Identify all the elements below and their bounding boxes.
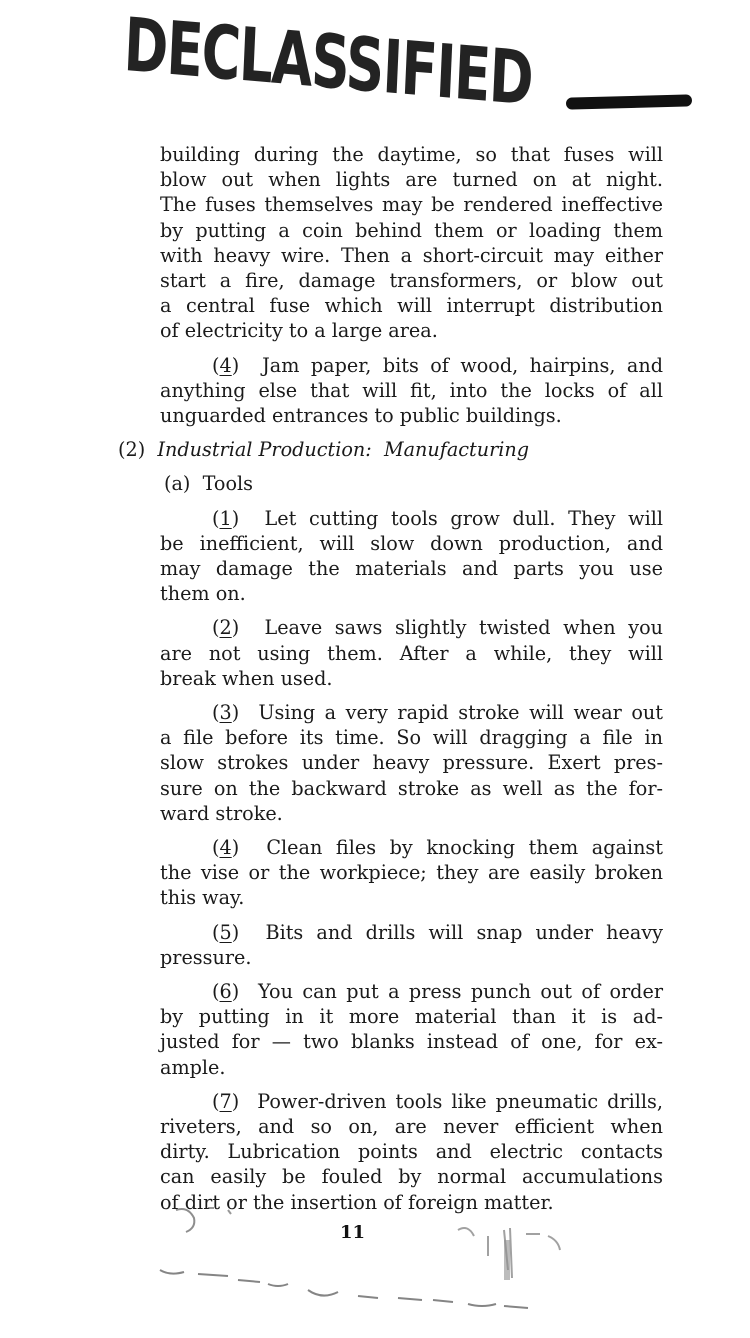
tool-item-2-line [212, 615, 663, 640]
item-text: Clean files by knocking them against [266, 836, 663, 859]
intro-line: blow out when lights are turned on at night. [160, 168, 663, 192]
item-number: (5) [212, 920, 266, 944]
section-number: (2) [118, 438, 146, 462]
intro-line: with heavy wire. Then a short-circuit may either [160, 243, 663, 267]
item-number: (4) [212, 836, 267, 859]
subsection-label: (a) [164, 472, 191, 496]
tool-item-4-line: the vise or the workpiece; they are easily broken [160, 861, 663, 885]
item-4-line [212, 353, 663, 378]
item-text: Let cutting tools grow dull. They will [264, 506, 663, 530]
tool-item-5-line [212, 920, 663, 945]
item-number: (2) [212, 616, 265, 640]
tool-item-7-line: can easily be fouled by normal accumulations [160, 1165, 663, 1189]
page-number: 11 [340, 1222, 366, 1243]
item-number: (7) [212, 1089, 258, 1113]
item-text: Using a very rapid stroke will wear out [258, 701, 664, 724]
intro-line: start a fire, damage transformers, or blow out [160, 269, 663, 292]
item-text: Jam paper, bits of wood, hairpins, and [262, 353, 664, 377]
tool-item-3-line: slow strokes under heavy pressure. Exert pres- [160, 751, 663, 775]
item-4-line: anything else that will fit, into the locks of all [160, 378, 663, 402]
item-number-digit: 5 [219, 920, 232, 944]
tool-item-6-line: ample. [160, 1055, 226, 1079]
subsection-heading [164, 471, 253, 496]
item-number-digit: 3 [219, 701, 232, 724]
item-number: (4) [212, 353, 263, 377]
tool-item-1-line: be inefficient, will slow down production, and [160, 531, 663, 555]
tool-item-5-line: pressure. [160, 945, 252, 969]
tool-item-7-line: dirty. Lubrication points and electric contacts [160, 1140, 663, 1164]
tool-item-3-line [212, 700, 663, 725]
tool-item-6-line: justed for — two blanks instead of one, for ex- [160, 1030, 663, 1054]
item-text: You can put a press punch out of order [258, 980, 663, 1003]
item-number: (3) [212, 701, 259, 724]
intro-line: a central fuse which will interrupt distribution [160, 294, 663, 318]
tool-item-2-line: are not using them. After a while, they will [160, 641, 663, 665]
item-text: Bits and drills will snap under heavy [265, 920, 664, 944]
item-number-digit: 4 [219, 836, 232, 859]
tool-item-1-line: may damage the materials and parts you use [160, 557, 663, 580]
tool-item-2-line: break when used. [160, 666, 333, 690]
item-number-digit: 7 [219, 1089, 232, 1113]
intro-line: of electricity to a large area. [160, 319, 438, 343]
tool-item-6-line: by putting in it more material than it is ad- [160, 1005, 663, 1029]
faded-stamp-marks [158, 1200, 588, 1320]
subsection-title: Tools [202, 472, 254, 496]
item-number-digit: 6 [219, 980, 232, 1003]
section-title: Industrial Production: [157, 438, 372, 462]
tool-item-3-line: ward stroke. [160, 801, 283, 825]
declassified-stamp [120, 2, 700, 122]
item-text: Leave saws slightly twisted when you [264, 616, 663, 640]
item-number: (1) [212, 506, 265, 530]
item-number-digit: 4 [219, 353, 232, 377]
item-number: (6) [212, 980, 259, 1003]
item-text: Power-driven tools like pneumatic drills, [257, 1089, 663, 1113]
item-number-digit: 2 [219, 616, 232, 640]
item-4-line: unguarded entrances to public buildings. [160, 404, 562, 427]
tool-item-4-line [212, 835, 663, 860]
tool-item-7-line [212, 1089, 663, 1114]
tool-item-4-line: this way. [160, 886, 245, 910]
section-subtitle: Manufacturing [383, 438, 530, 462]
tool-item-3-line: a file before its time. So will dragging a file in [160, 726, 663, 750]
tool-item-7-line: of dirt or the insertion of foreign matter. [160, 1190, 554, 1214]
intro-line: by putting a coin behind them or loading them [160, 218, 663, 242]
tool-item-1-line [212, 506, 663, 531]
intro-line: The fuses themselves may be rendered ineffective [160, 193, 663, 217]
stamp-redaction-bar [566, 94, 692, 109]
tool-item-3-line: sure on the backward stroke as well as the for- [160, 776, 663, 800]
section-heading [118, 437, 529, 462]
tool-item-1-line: them on. [160, 582, 246, 606]
item-number-digit: 1 [219, 506, 232, 530]
tool-item-7-line: riveters, and so on, are never efficient when [160, 1115, 663, 1138]
declassified-stamp-text: DECLASSIFIED [122, 2, 534, 123]
intro-line: building during the daytime, so that fuses will [160, 143, 663, 166]
tool-item-6-line [212, 979, 663, 1004]
faded-declassified-stamp [158, 1200, 588, 1320]
